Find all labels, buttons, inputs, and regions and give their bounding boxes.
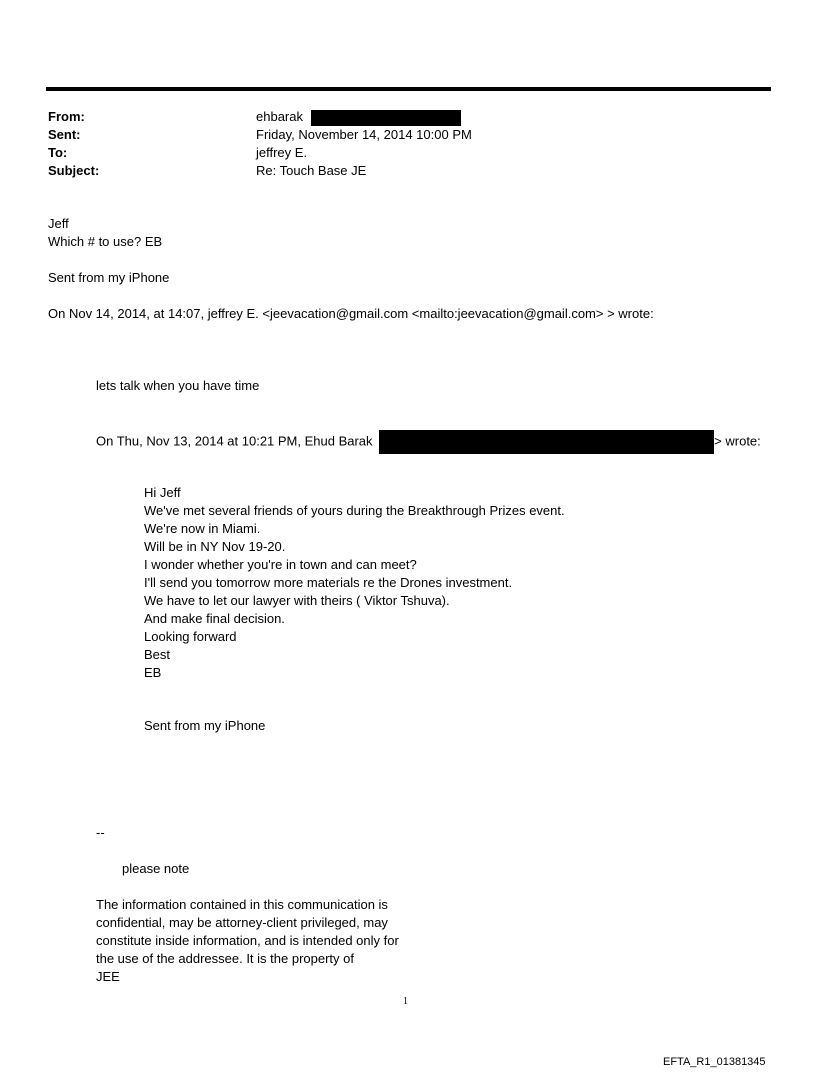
subject-value: Re: Touch Base JE [256, 163, 367, 178]
disclaimer-line: constitute inside information, and is intended only for [96, 933, 399, 948]
from-sender: ehbarak [256, 109, 303, 124]
nested-line: We have to let our lawyer with theirs ( Viktor Tshuva). [144, 593, 450, 608]
nested-line: And make final decision. [144, 611, 285, 626]
to-label: To: [48, 145, 68, 160]
redaction-block [311, 110, 461, 126]
redaction-block [379, 430, 714, 454]
nested-intro-prefix: On Thu, Nov 13, 2014 at 10:21 PM, Ehud Barak [96, 433, 373, 449]
nested-quote-intro [96, 430, 761, 448]
from-label: From: [48, 109, 85, 124]
disclaimer-line: The information contained in this communication is [96, 897, 388, 912]
disclaimer-line: the use of the addressee. It is the property of [96, 951, 354, 966]
from-value [256, 108, 461, 126]
to-value: jeffrey E. [256, 145, 308, 160]
quote-intro: On Nov 14, 2014, at 14:07, jeffrey E. <jeevacation@gmail.com <mailto:jeevacation@gmail.com> > wrote: [48, 306, 654, 321]
nested-line: I wonder whether you're in town and can meet? [144, 557, 417, 572]
nested-line: Best [144, 647, 171, 662]
reply-line: lets talk when you have time [96, 378, 260, 393]
nested-line: Hi Jeff [144, 485, 181, 500]
nested-line: EB [144, 665, 162, 680]
sent-label: Sent: [48, 127, 81, 142]
page-number: 1 [403, 996, 408, 1007]
subject-label: Subject: [48, 163, 100, 178]
disclaimer-line: JEE [96, 969, 120, 984]
salutation: Jeff [48, 216, 69, 231]
nested-line: We're now in Miami. [144, 521, 261, 536]
separator: -- [96, 825, 105, 840]
nested-line: I'll send you tomorrow more materials re the Drones investment. [144, 575, 513, 590]
nested-line: Looking forward [144, 629, 237, 644]
nested-line: Will be in NY Nov 19-20. [144, 539, 286, 554]
sent-value: Friday, November 14, 2014 10:00 PM [256, 127, 472, 142]
document-id: EFTA_R1_01381345 [663, 1056, 766, 1068]
nested-intro-suffix: > wrote: [714, 433, 761, 449]
please-note: please note [122, 861, 190, 876]
header-rule [46, 87, 771, 91]
disclaimer-line: confidential, may be attorney-client privileged, may [96, 915, 388, 930]
nested-signature: Sent from my iPhone [144, 718, 266, 733]
question-line: Which # to use? EB [48, 234, 163, 249]
nested-line: We've met several friends of yours during the Breakthrough Prizes event. [144, 503, 565, 518]
signature-line: Sent from my iPhone [48, 270, 170, 285]
